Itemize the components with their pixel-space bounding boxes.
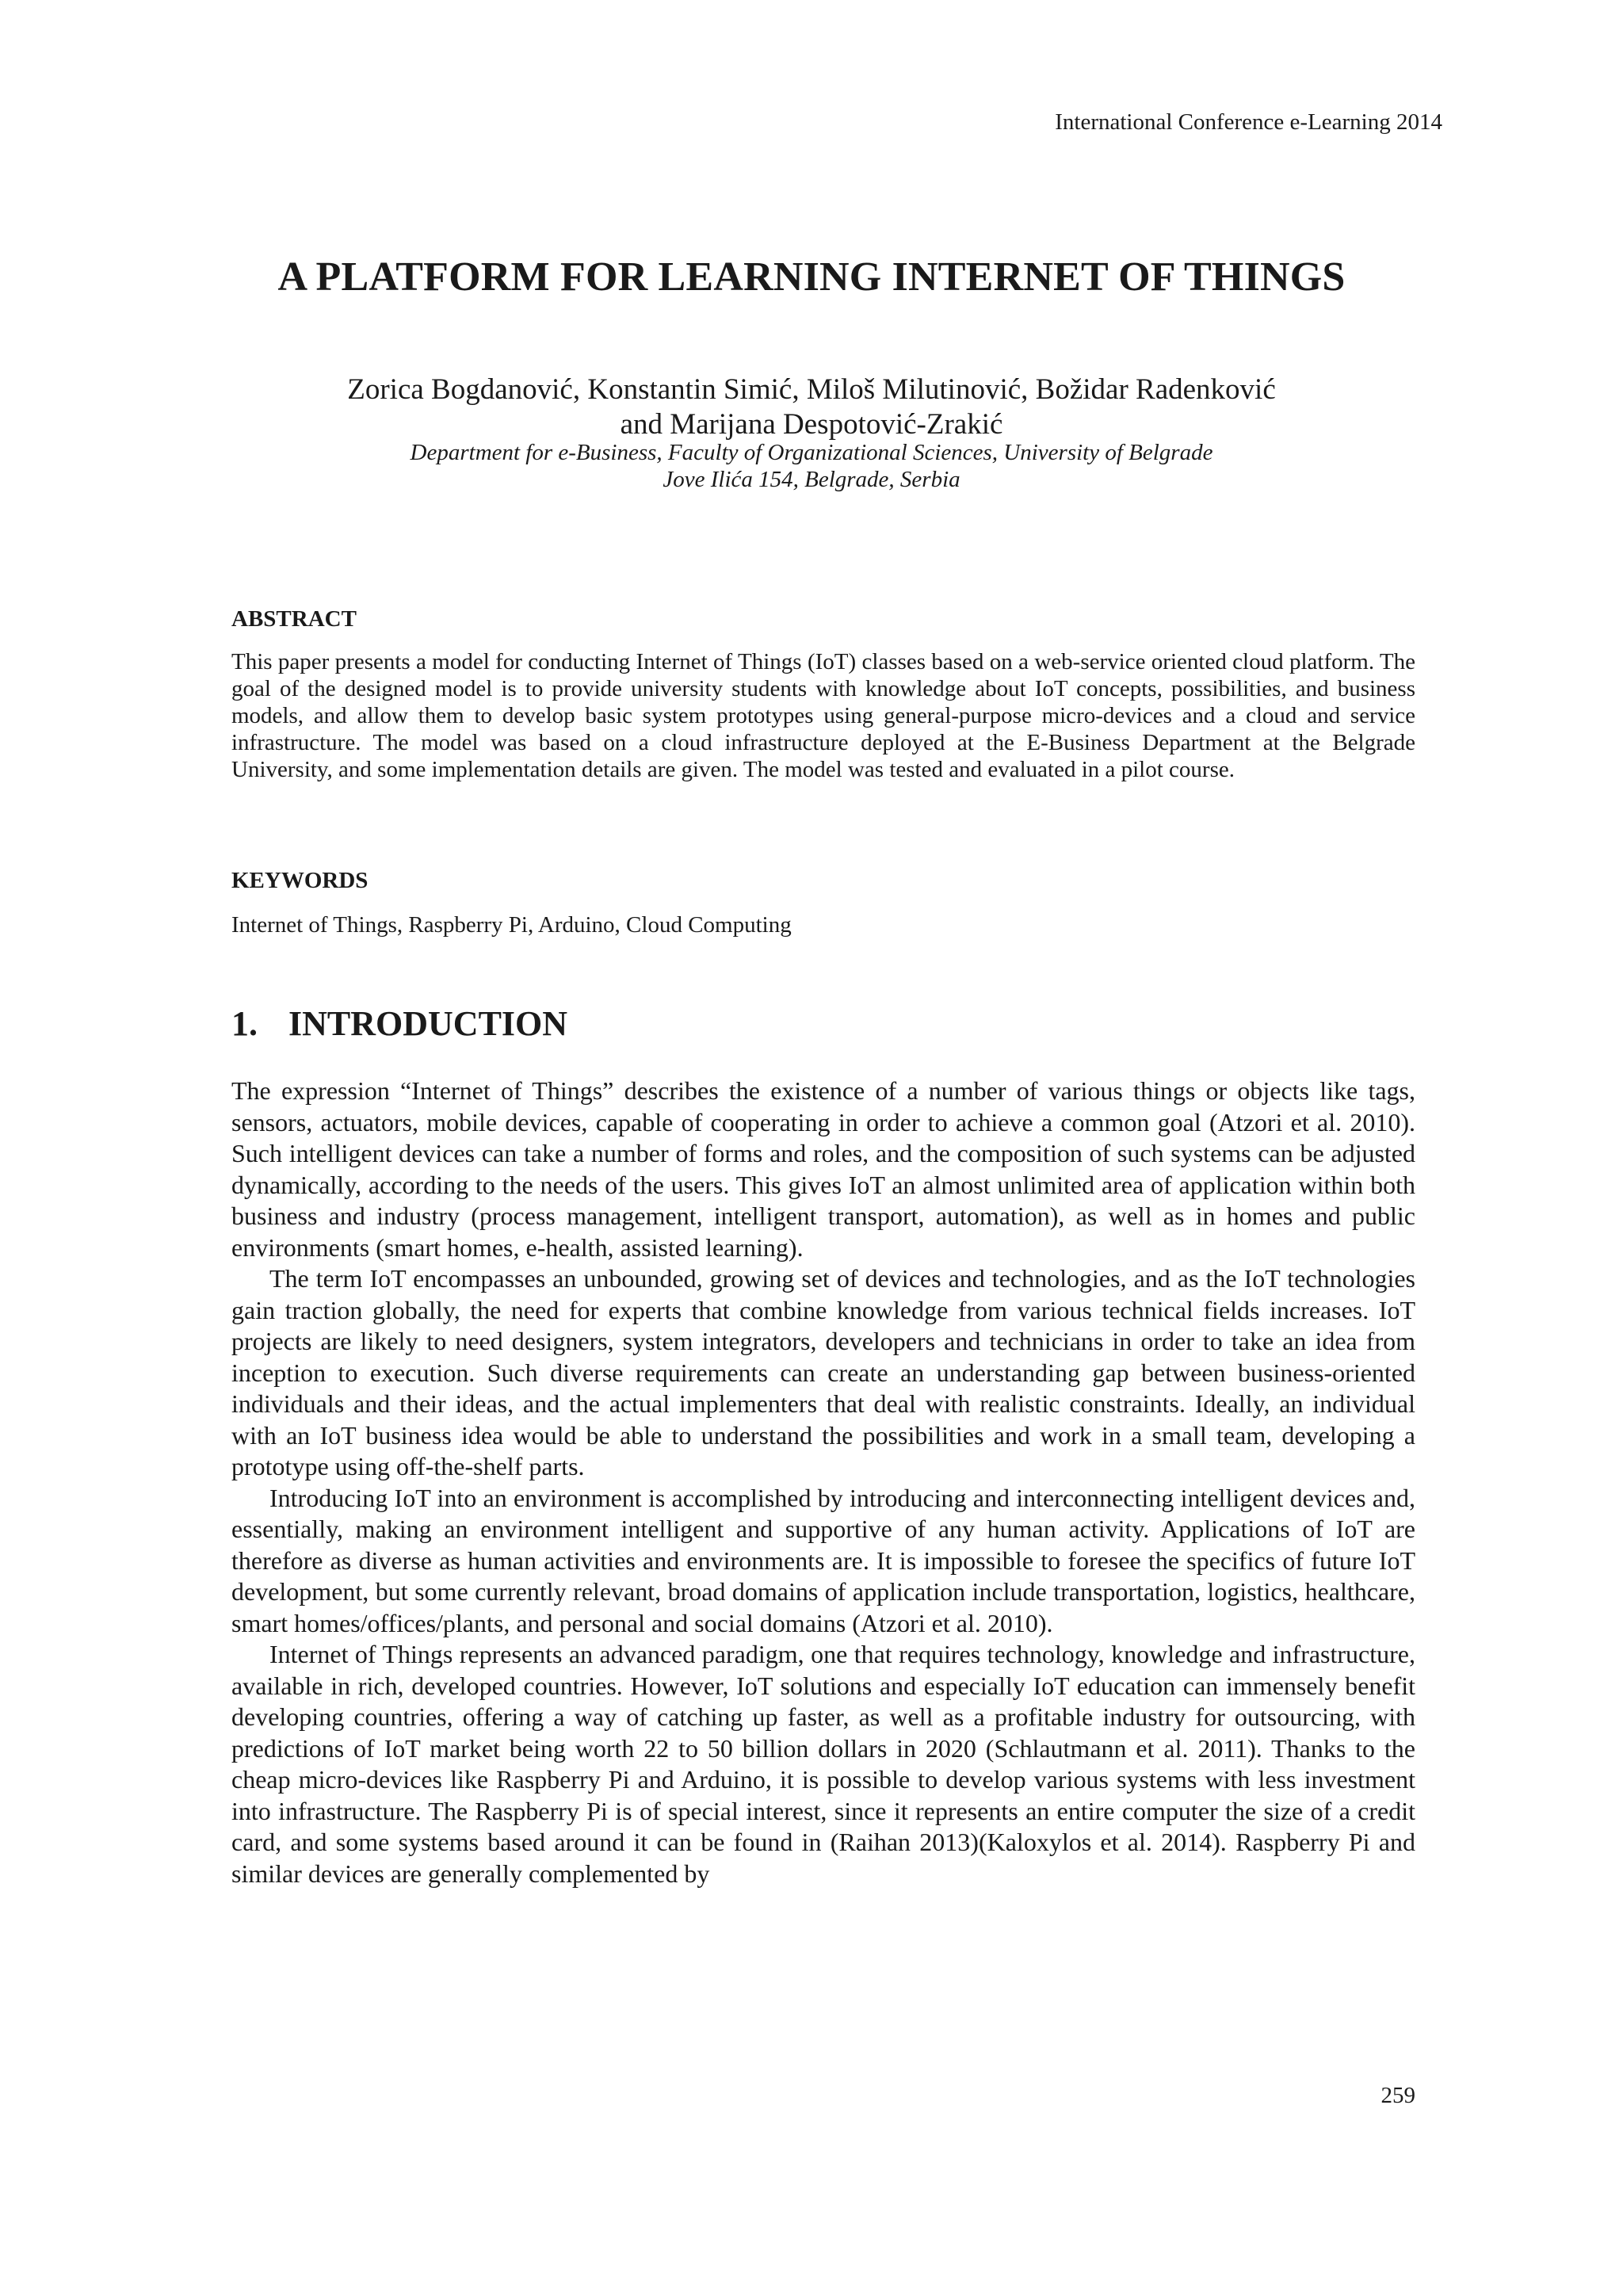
abstract-text: This paper presents a model for conducting Internet of Things (IoT) classes based on a web-service oriented cloud platform. The goal of the designed model is to provide university students with knowledge about IoT concepts, possibilities, and business models, and allow them to develop basic system prototypes using general-purpose micro-devices and a cloud and service infrastructure. The model was based on a cloud infrastructure deployed at the E-Business Department at the Belgrade University, and some implementation details are given. The model was tested and evaluated in a pilot course. — [231, 649, 1415, 782]
affiliation — [0, 439, 1623, 493]
intro-paragraph-3: Introducing IoT into an environment is accomplished by introducing and interconnecting intelligent devices and, essentially, making an environment intelligent and supportive of any human activity. Applications of IoT are therefore as diverse as human activities and environments are. It is impossible to foresee the specifics of future IoT development, but some currently relevant, broad domains of application include transportation, logistics, healthcare, smart homes/offices/plants, and personal and social domains (Atzori et al. 2010). — [231, 1483, 1415, 1637]
intro-paragraph-2: The term IoT encompasses an unbounded, growing set of devices and technologies, and as the IoT technologies gain traction globally, the need for experts that combine knowledge from various technical fields increases. IoT projects are likely to need designers, system integrators, developers and technicians in order to take an idea from inception to execution. Such diverse requirements can create an understanding gap between business-oriented individuals and their ideas, and the actual implementers that deal with realistic constraints. Ideally, an individual with an IoT business idea would be able to understand the possibilities and work in a small team, developing a prototype using off-the-shelf parts. — [231, 1264, 1415, 1480]
intro-paragraph-1: The expression “Internet of Things” describes the existence of a number of various things or objects like tags, sensors, actuators, mobile devices, capable of cooperating in order to achieve a common goal (Atzori et al. 2010). Such intelligent devices can take a number of forms and roles, and the composition of such systems can be adjusted dynamically, according to the needs of the users. This gives IoT an almost unlimited area of application within both business and industry (process management, intelligent transport, automation), as well as in homes and public environments (smart homes, e-health, assisted learning). — [231, 1076, 1415, 1262]
page-number: 259 — [1381, 2083, 1415, 2108]
running-head: International Conference e-Learning 2014 — [1055, 109, 1442, 135]
paper-title: A PLATFORM FOR LEARNING INTERNET OF THINGS — [277, 254, 1346, 300]
affiliation-line-1: Department for e-Business, Faculty of Organizational Sciences, University of Belgrade — [410, 440, 1213, 465]
section-heading-introduction — [231, 1003, 567, 1045]
keywords-text: Internet of Things, Raspberry Pi, Arduino, Cloud Computing — [231, 912, 792, 938]
author-list — [0, 372, 1623, 442]
abstract-heading: ABSTRACT — [231, 606, 357, 632]
affiliation-line-2: Jove Ilića 154, Belgrade, Serbia — [663, 467, 960, 492]
section-number: 1. — [231, 1004, 258, 1043]
authors-line-2: and Marijana Despotović-Zrakić — [620, 408, 1003, 441]
keywords-heading: KEYWORDS — [231, 868, 369, 893]
introduction-body — [231, 1075, 1415, 1889]
authors-line-1: Zorica Bogdanović, Konstantin Simić, Miloš Milutinović, Božidar Radenković — [347, 373, 1276, 406]
intro-paragraph-4: Internet of Things represents an advanced paradigm, one that requires technology, knowledge and infrastructure, available in rich, developed countries. However, IoT solutions and especially IoT education can immensely benefit developing countries, offering a way of catching up faster, as well as a profitable industry for outsourcing, with predictions of IoT market being worth 22 to 50 billion dollars in 2020 (Schlautmann et al. 2011). Thanks to the cheap micro-devices like Raspberry Pi and Arduino, it is possible to develop various systems with less investment into infrastructure. The Raspberry Pi is of special interest, since it represents an entire computer the size of a credit card, and some systems based around it can be found in (Raihan 2013)(Kaloxylos et al. 2014). Raspberry Pi and similar devices are generally complemented by — [231, 1640, 1415, 1888]
section-title: INTRODUCTION — [288, 1004, 568, 1043]
